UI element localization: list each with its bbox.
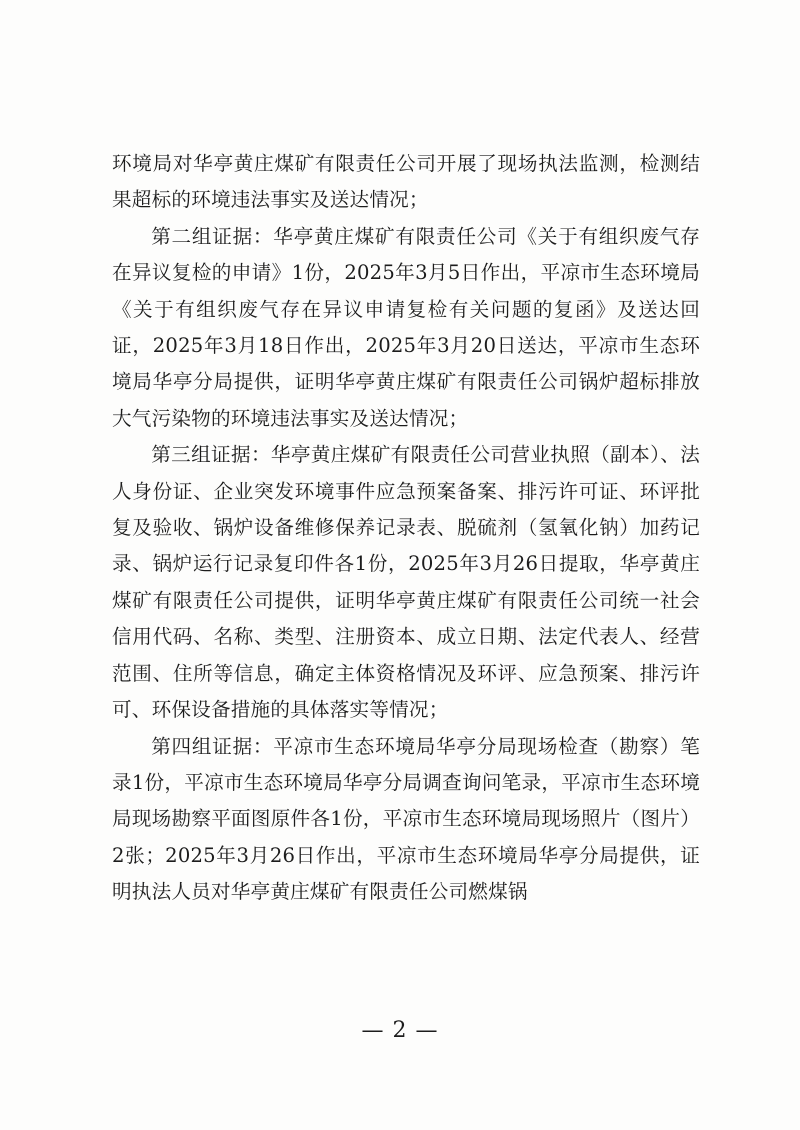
paragraph-continuation: 环境局对华亭黄庄煤矿有限责任公司开展了现场执法监测，检测结果超标的环境违法事实及送达情况； [112,152,700,212]
paragraph-evidence-group-2: 第二组证据：华亭黄庄煤矿有限责任公司《关于有组织废气存在异议复检的申请》1份，2025年3月5日作出，平凉市生态环境局《关于有组织废气存在异议申请复检有关问题的复函》及送达回证，2025年3月18日作出，2025年3月20日送达，平凉市生态环境局华亭分局提供，证明华亭黄庄煤矿有限责任公司锅炉超标排放大气污染物的环境违法事实及送达情况； [112,224,700,430]
page-number: — 2 — [361,1018,439,1043]
paragraph-evidence-group-3: 第三组证据：华亭黄庄煤矿有限责任公司营业执照（副本）、法人身份证、企业突发环境事件应急预案备案、排污许可证、环评批复及验收、锅炉设备维修保养记录表、脱硫剂（氢氧化钠）加药记录、锅炉运行记录复印件各1份，2025年3月26日提取，华亭黄庄煤矿有限责任公司提供，证明华亭黄庄煤矿有限责任公司统一社会信用代码、名称、类型、注册资本、成立日期、法定代表人、经营范围、住所等信息，确定主体资格情况及环评、应急预案、排污许可、环保设备措施的具体落实等情况； [112,443,700,722]
paragraph-evidence-group-4: 第四组证据：平凉市生态环境局华亭分局现场检查（勘察）笔录1份，平凉市生态环境局华亭分局调查询问笔录，平凉市生态环境局现场勘察平面图原件各1份，平凉市生态环境局现场照片（图片）2张；2025年3月26日作出，平凉市生态环境局华亭分局提供，证明执法人员对华亭黄庄煤矿有限责任公司燃煤锅 [112,734,700,904]
document-body [112,146,700,911]
